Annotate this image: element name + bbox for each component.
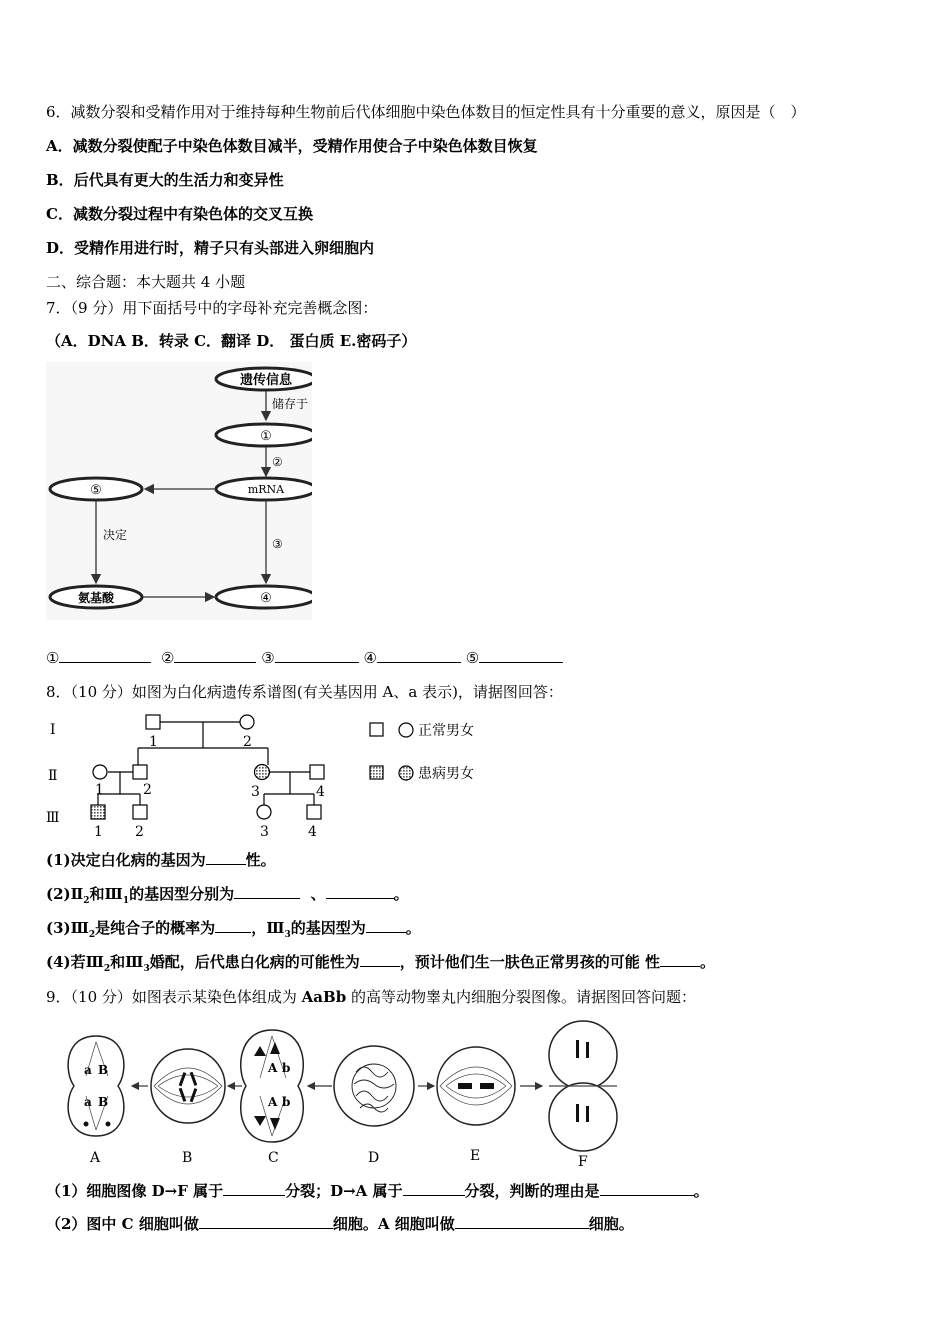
pedigree-II-3	[255, 765, 270, 780]
q8-sub-1: (1)决定白化病的基因为 性。	[46, 851, 276, 869]
q8-sub-4: (4)若$Ⅲ_2$和$Ⅲ_3$婚配，后代患白化病的可能性为 ，预计他们生一肤色正常男孩的可能 性 。	[46, 953, 715, 974]
svg-text:1: 1	[149, 734, 158, 750]
blank-label-1: ①	[46, 649, 60, 667]
node-genetic-info-label: 遗传信息	[239, 373, 293, 388]
svg-text:b: b	[282, 1095, 291, 1109]
node-amino-acid-label: 氨基酸	[77, 591, 115, 605]
gen-label-II: Ⅱ	[48, 768, 58, 784]
cell-f-top	[549, 1021, 617, 1089]
svg-text:a: a	[84, 1095, 92, 1109]
svg-text:3: 3	[260, 824, 269, 840]
svg-text:A: A	[268, 1061, 278, 1075]
cell-f-bottom	[549, 1083, 617, 1151]
answer-blank-2[interactable]	[174, 648, 256, 663]
legend-normal-male	[370, 723, 383, 736]
concept-map	[46, 362, 312, 620]
cell-a	[68, 1036, 124, 1136]
cell-label-c: C	[268, 1150, 279, 1166]
q7-blanks	[46, 648, 563, 668]
svg-text:4: 4	[308, 824, 317, 840]
answer-blank-4[interactable]	[377, 648, 461, 663]
q9-stem: 9．（10 分）如图表示某染色体组成为 AaBb 的高等动物睾丸内细胞分裂图像。请据图回答问题：	[46, 988, 696, 1006]
node-4-label: ④	[260, 591, 272, 606]
cell-label-f: F	[578, 1154, 588, 1168]
label-3: ③	[272, 537, 283, 551]
legend-sick-male	[370, 766, 383, 779]
q8-stem: 8．（10 分）如图为白化病遗传系谱图(有关基因用 A、a 表示)，请据图回答：	[46, 683, 563, 701]
pedigree-III-1	[91, 805, 105, 819]
q8-sub-2: $(2)Ⅱ_2$和$Ⅲ_1$的基因型分别为 、 。	[46, 885, 409, 906]
svg-text:2: 2	[143, 782, 152, 798]
pedigree-III-3	[257, 805, 271, 819]
pedigree-III-2	[133, 805, 147, 819]
node-1-label: ①	[260, 429, 272, 444]
cell-division-figure	[46, 1020, 636, 1168]
answer-blank-1[interactable]	[59, 648, 151, 663]
pedigree-I-1	[146, 715, 160, 729]
answer-blank-3[interactable]	[275, 648, 359, 663]
cell-label-a: A	[90, 1150, 101, 1166]
q6-option-a: A．减数分裂使配子中染色体数目减半，受精作用使合子中染色体数目恢复	[46, 137, 538, 155]
svg-text:1: 1	[94, 824, 103, 840]
answer-blank-q8-2a[interactable]	[234, 884, 300, 899]
legend-sick-label: 患病男女	[418, 766, 474, 782]
cell-label-e: E	[470, 1148, 481, 1164]
svg-text:4: 4	[316, 784, 325, 800]
q6-option-b: B．后代具有更大的生活力和变异性	[46, 171, 284, 189]
pedigree-chart	[46, 710, 496, 842]
node-mrna-label: mRNA	[247, 483, 285, 496]
answer-blank-q9-2b[interactable]	[455, 1214, 589, 1229]
q9-sub-2: （2）图中 C 细胞叫做 细胞。A 细胞叫做 细胞。	[46, 1215, 634, 1233]
pedigree-I-2	[240, 715, 254, 729]
q6-option-c: C．减数分裂过程中有染色体的交叉互换	[46, 205, 313, 223]
q6-option-d: D．受精作用进行时，精子只有头部进入卵细胞内	[46, 239, 375, 257]
answer-blank-5[interactable]	[479, 648, 563, 663]
pedigree-II-1	[93, 765, 107, 779]
cell-c	[241, 1030, 304, 1142]
answer-blank-q9-2a[interactable]	[199, 1214, 333, 1229]
label-store: 储存于	[272, 397, 309, 411]
svg-text:2: 2	[243, 734, 252, 750]
pedigree-III-4	[307, 805, 321, 819]
svg-text:3: 3	[251, 784, 260, 800]
svg-text:A: A	[268, 1095, 278, 1109]
legend-normal-label: 正常男女	[418, 723, 474, 739]
answer-blank-q8-1[interactable]	[206, 850, 246, 865]
answer-blank-q9-1a[interactable]	[223, 1181, 285, 1196]
section-heading: 二、综合题：本大题共 4 小题	[46, 273, 246, 291]
answer-blank-q8-4a[interactable]	[360, 952, 400, 967]
svg-text:1: 1	[95, 782, 104, 798]
q8-sub-3: $(3)Ⅲ_2$是纯合子的概率为 ，$Ⅲ_3$的基因型为 。	[46, 919, 421, 940]
answer-blank-q8-3a[interactable]	[215, 918, 251, 933]
legend-sick-female	[399, 766, 413, 780]
node-5-label: ⑤	[90, 483, 102, 498]
svg-text:2: 2	[135, 824, 144, 840]
svg-text:b: b	[282, 1061, 291, 1075]
blank-label-4: ④	[363, 649, 377, 667]
cell-d	[334, 1046, 414, 1126]
q6-stem: 6．减数分裂和受精作用对于维持每种生物前后代体细胞中染色体数目的恒定性具有十分重要的意义，原因是（ ）	[46, 103, 806, 121]
label-decide: 决定	[103, 528, 128, 542]
svg-text:a: a	[84, 1063, 92, 1077]
answer-blank-q8-4b[interactable]	[660, 952, 700, 967]
pedigree-II-4	[310, 765, 324, 779]
answer-blank-q8-2b[interactable]	[326, 884, 394, 899]
q9-sub-1: （1）细胞图像 D→F 属于 分裂；D→A 属于 分裂，判断的理由是 。	[46, 1182, 709, 1200]
q7-stem: 7．（9 分）用下面括号中的字母补充完善概念图：	[46, 299, 378, 317]
svg-text:B: B	[98, 1063, 109, 1077]
svg-text:B: B	[98, 1095, 109, 1109]
cell-label-b: B	[182, 1150, 193, 1166]
cell-b	[151, 1049, 225, 1123]
gen-label-III: Ⅲ	[46, 810, 60, 826]
blank-label-3: ③	[261, 649, 275, 667]
blank-label-2: ②	[161, 649, 175, 667]
legend-normal-female	[399, 723, 413, 737]
answer-blank-q9-1c[interactable]	[600, 1181, 694, 1196]
label-2: ②	[272, 455, 283, 469]
answer-blank-q9-1b[interactable]	[403, 1181, 465, 1196]
q7-choices: （A．DNA B．转录 C．翻译 D． 蛋白质 E.密码子）	[46, 332, 417, 350]
answer-blank-q8-3b[interactable]	[366, 918, 406, 933]
cell-label-d: D	[368, 1150, 380, 1166]
cell-e	[437, 1047, 515, 1125]
pedigree-II-2	[133, 765, 147, 779]
blank-label-5: ⑤	[465, 649, 480, 667]
gen-label-I: Ⅰ	[50, 722, 56, 738]
